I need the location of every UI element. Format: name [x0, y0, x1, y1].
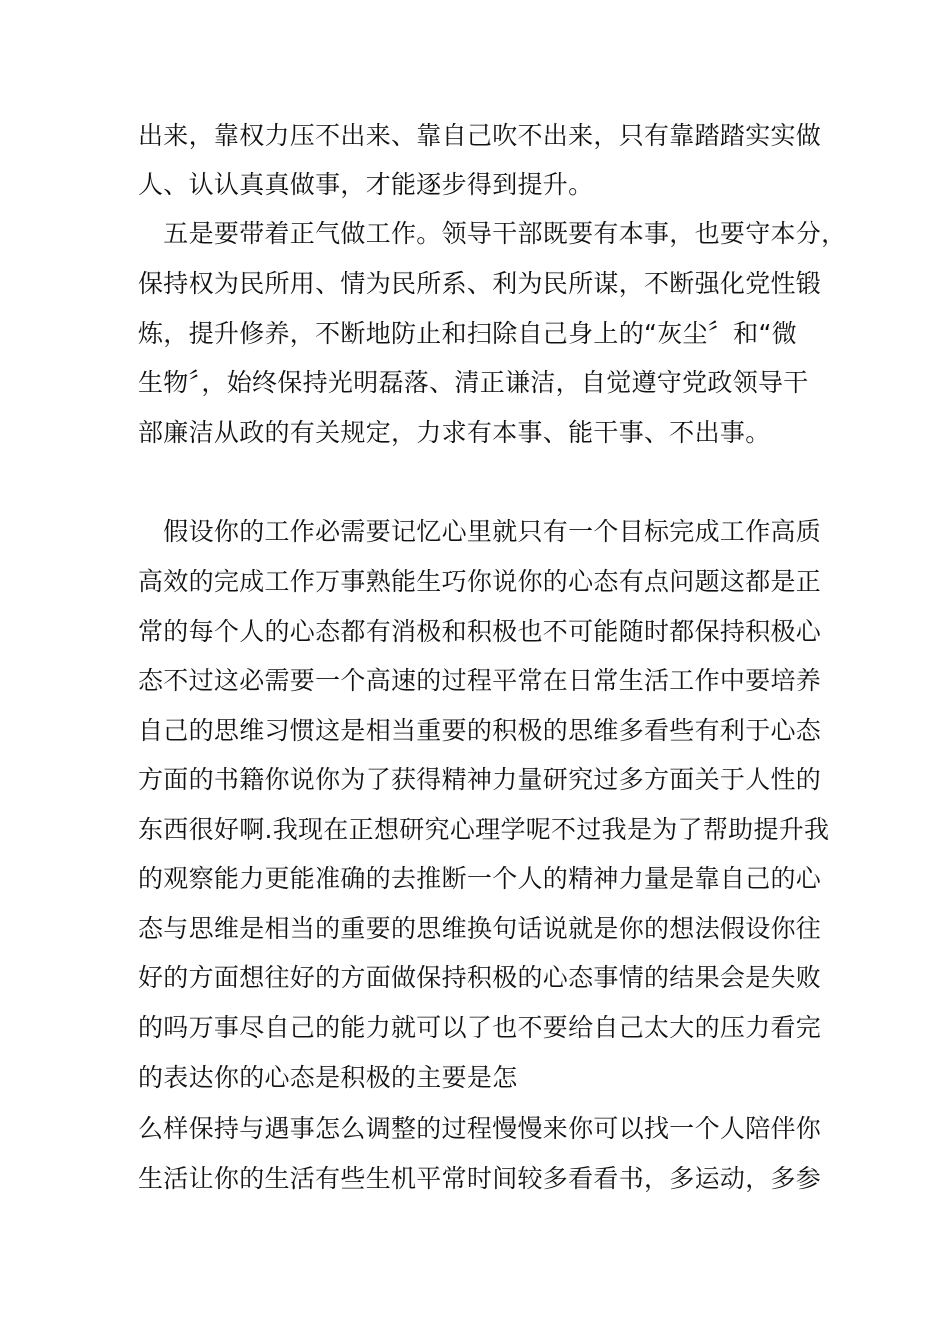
text-line: 人、认认真真做事，才能逐步得到提升。 [138, 170, 594, 199]
text-line: 五是要带着正气做工作。领导干部既要有本事，也要守本分， [138, 219, 847, 248]
text-line: 好的方面想往好的方面做保持积极的心态事情的结果会是失败 [138, 963, 822, 992]
text-line: 常的每个人的心态都有消极和积极也不可能随时都保持积极心 [138, 617, 822, 646]
text-line: 么样保持与遇事怎么调整的过程慢慢来你可以找一个人陪伴你 [138, 1114, 822, 1143]
text-line: 东西很好啊.我现在正想研究心理学呢不过我是为了帮助提升我 [138, 815, 830, 844]
text-line: 自己的思维习惯这是相当重要的积极的思维多看些有利于心态 [138, 716, 822, 745]
text-line: 出来，靠权力压不出来、靠自己吹不出来，只有靠踏踏实实做 [138, 121, 822, 150]
text-line: 的表达你的心态是积极的主要是怎 [138, 1063, 518, 1092]
text-line: 高效的完成工作万事熟能生巧你说你的心态有点问题这都是正 [138, 567, 822, 596]
text-line: 炼，提升修养，不断地防止和扫除自己身上的“灰尘〞和“微 [138, 319, 798, 348]
text-line: 态与思维是相当的重要的思维换句话说就是你的想法假设你往 [138, 914, 822, 943]
text-line: 部廉洁从政的有关规定，力求有本事、能干事、不出事。 [138, 418, 771, 447]
text-line: 态不过这必需要一个高速的过程平常在日常生活工作中要培养 [138, 666, 822, 695]
text-line: 生物〞，始终保持光明磊落、清正谦洁，自觉遵守党政领导干 [138, 368, 809, 397]
text-line: 的吗万事尽自己的能力就可以了也不要给自己太大的压力看完 [138, 1013, 822, 1042]
text-line: 生活让你的生活有些生机平常时间较多看看书，多运动，多参 [138, 1164, 822, 1193]
text-line: 保持权为民所用、情为民所系、利为民所谋，不断强化党性锻 [138, 269, 822, 298]
text-line: 的观察能力更能准确的去推断一个人的精神力量是靠自己的心 [138, 864, 822, 893]
text-line: 假设你的工作必需要记忆心里就只有一个目标完成工作高质 [138, 517, 822, 546]
text-line: 方面的书籍你说你为了获得精神力量研究过多方面关于人性的 [138, 765, 822, 794]
